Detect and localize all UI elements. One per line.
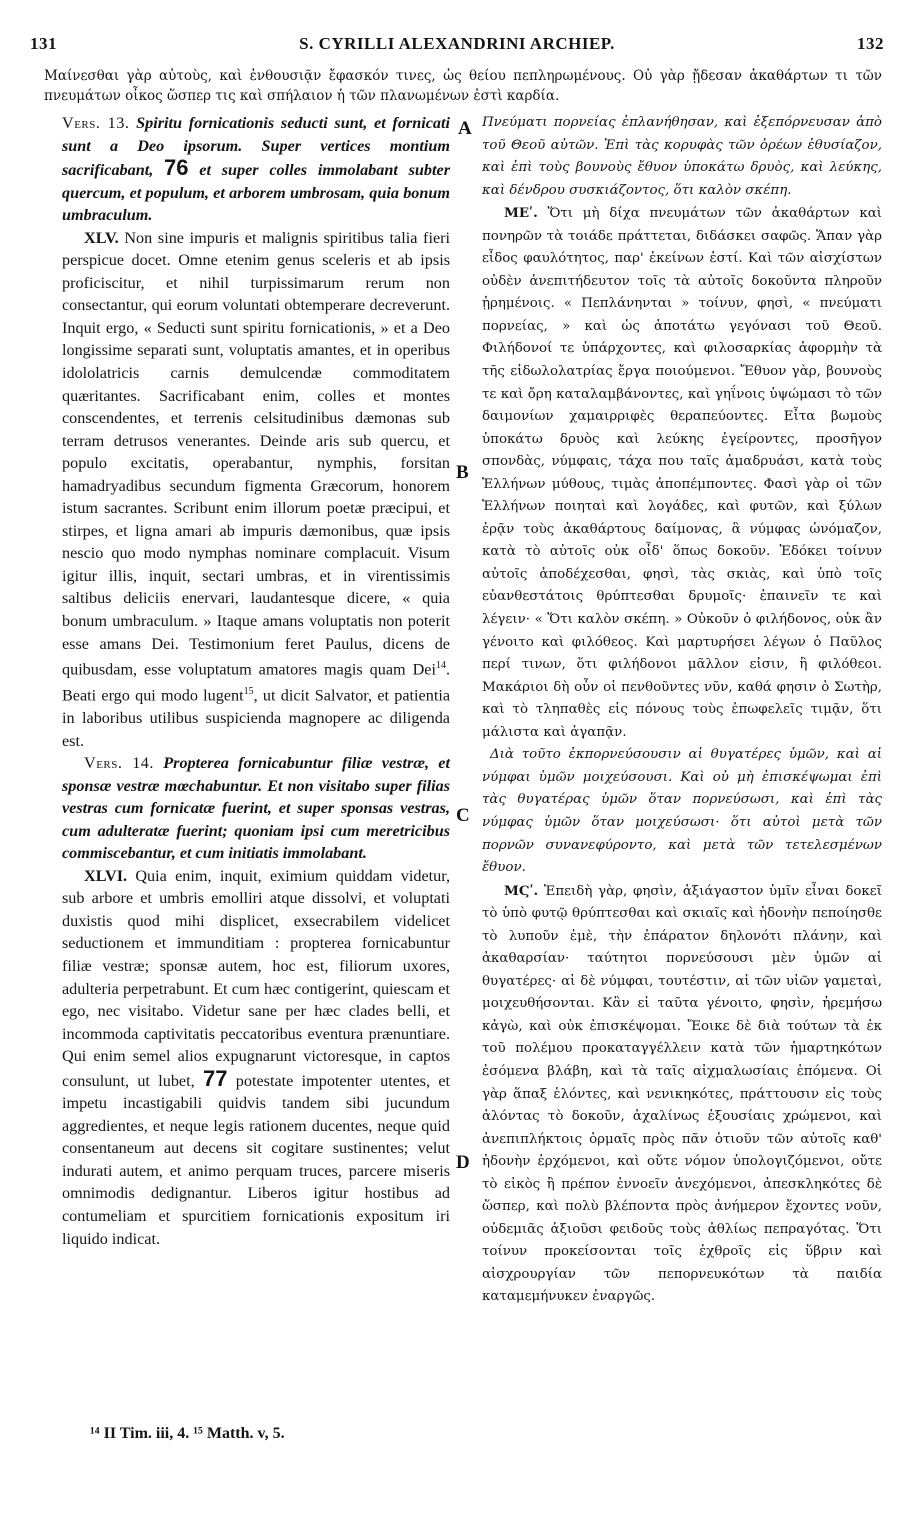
- section-text-continued: potestate impotenter utentes, et impetu incastigabili quidvis tandem sibi jucundum aggredientes, et neque legis rationem ducentes, neque quid consentaneum aut decens sit cogitare sustinentes; velut indurati autem, et animo perquam truces, parcere miseris omnimodis dedignantur. Liberos igitur hostibus ad contumeliam et spurcitiem fornicationis expositum iri liquido indicat.: [62, 1071, 451, 1248]
- section-text: Non sine impuris et malignis spiritibus talia fieri perspicue docet. Omne etenim genus sceleris et ab ipsis proficiscitur, et nihil turpissimarum rerum non consectantur, qui eorum voluntati obtemperare decreverunt. Inquit ergo, « Seducti sunt spiritu fornicationis, » et a Deo longissime separati sunt, voluptatis amantes, et in operibus idololatricis carnis demulcendæ commoditatem quæritantes. Sacrificabant enim, colles et montes conscendentes, et terrenis celsitudinibus dæmonas sub terram detrusos venerantes. Deinde aris sub quercu, et populo excitatis, operabantur, nymphis, forsitan hamadryadibus secundum figmenta Græcorum, honorem istum sacrantes. Scribunt enim illorum poetæ præcipui, et stirpes, et ligna amari ab impuris dæmonibus, quæ ipsis nescio quo modo nymphas nominare complacuit. Visum igitur illis, inquit, sectari umbras, et in virentissimis saltibus deliciis enervari, laudantesque dicere, « quia bonum umbraculum. » Itaque amans voluptatis non poterit esse amans Dei. Testimonium feret Paulus, dicens de quibusdam, esse voluptatum amatores magis quam Dei: [62, 228, 451, 679]
- verse-14-greek: Διὰ τοῦτο ἐκπορνεύσουσιν αἱ θυγατέρες ὑμῶν, καὶ αἱ νύμφαι ὑμῶν μοιχεύσουσι. Καὶ οὐ μὴ ἐπισκέψωμαι ἐπὶ τὰς θυγατέρας ὑμῶν ὅταν πορνεύσωσι, καὶ ἐπὶ τὰς νύμφας ὑμῶν ὅταν μοιχεύσωσι· ὅτι αὐτοὶ μετὰ τῶν πορνῶν συνανεφύροντο, καὶ μετὰ τῶν τετελεσμένων ἔθυον.: [482, 747, 882, 876]
- greek-column: [482, 112, 882, 1309]
- migne-column-marker: 76: [164, 155, 189, 181]
- verse-13-latin: [62, 112, 450, 227]
- verse-14-latin: [62, 752, 450, 865]
- verse-text-continued: et super colles immolabant subter quercum, et populum, et arborem umbrosam, quia bonum umbraculum.: [62, 161, 450, 225]
- section-text-continued: Beati ergo qui modo lugent: [62, 686, 244, 705]
- footnotes: ¹⁴ II Tim. iii, 4. ¹⁵ Matth. v, 5.: [90, 1425, 285, 1442]
- section-me: [482, 202, 882, 744]
- section-label: ΜϚʹ.: [504, 882, 539, 899]
- page-number-right: 132: [857, 34, 884, 53]
- section-ms: [482, 880, 882, 1309]
- section-xlvi: [62, 865, 450, 1250]
- verse-label: Vers. 14.: [84, 754, 154, 773]
- top-greek-continuation: Μαίνεσθαι γὰρ αὐτοὺς, καὶ ἐνθουσιᾷν ἔφασκόν τινες, ὡς θείου πεπληρωμένους. Οὐ γὰρ ᾔδεσαν ἀκαθάρτων τι τῶν πνευμάτων οἶκος ὥσπερ τις καὶ σπήλαιον ἡ τῶν πλανωμένων ἐστὶ καρδία.: [44, 68, 882, 104]
- section-text: Ἐπειδὴ γὰρ, φησὶν, ἀξιάγαστον ὑμῖν εἶναι δοκεῖ τὸ ὑπὸ φυτῷ θρύπτεσθαι καὶ σκιαῖς καὶ ἡδονὴν πεποίησθε τὸ λυποῦν ἐμὲ, τὴν ἐπάρατον δηλονότι πλάνην, καὶ ἀκαθαρσίαν· ταύτητοι πορνεύσουσι μὲν ὑμῶν αἱ θυγατέρες· αἱ δὲ νύμφαι, τουτέστιν, αἱ τῶν υἱῶν γαμεταὶ, μοιχευθήσονται. Κἂν εἰ ταῦτα γένοιτο, φησὶν, ἠρεμήσω κἀγὼ, καὶ οὐκ ἐπισκέψομαι. Ἔοικε δὲ διὰ τούτων τὰ ἐκ τοῦ πολέμου προκαταγγέλλειν κατὰ τῶν ἡμαρτηκότων ἐσόμενα βλάβη, καὶ τὰ ταῖς αἰχμαλωσίαις ἑπόμενα. Οἱ γὰρ ἅπαξ ἑλόντες, καὶ νενικηκότες, πράττουσιν εἰς τοὺς ἁλόντας τὸ δοκοῦν, ἀχαλίνως ἐξουσίαις χρώμενοι, καὶ ἀνεπιπλήκτοις ὁρμαῖς πρὸς πᾶν ὁτιοῦν τῶν αὐτοῖς καθ' ἡδονὴν ἐρχόμενοι, καὶ οὔτε νόμον ὑπολογιζόμενοι, οὔτε τὸ εἰκὸς ἢ πρέπον ἐννοεῖν ἀνεχόμενοι, ἀπεσκληκότες δὲ ὥσπερ, καὶ πολὺ βλέποντα πρὸς ἀνήμερον ἔχοντες νοῦν, οὐδεμιᾶς ἀξιοῦσι φειδοῦς τοὺς ἀθλίως πεπραγότας. Ὅτι τοίνυν προκείσονται τοῖς ἐχθροῖς εἰς ὕβριν καὶ αἰσχρουργίαν τῶν πεπορνευκότων τὰ παιδία καταμεμήνυκεν ἐναργῶς.: [482, 883, 882, 1305]
- section-text-end: , ut dicit Salvator, et patientia in laboribus utilibus suspicienda magnopere ac diligenda est.: [62, 686, 450, 750]
- section-text: Quia enim, inquit, eximium quiddam videtur, sub arbore et umbris emolliri atque dissolvi, et voluptati duxistis quod mihi displicet, exsecrabilem videlicet seductionem et immunditiam : propterea fornicabuntur filiæ vestræ; sponsæ autem, hoc est, filiorum uxores, adulteria perpetrabunt. Et cum hæc contigerint, quiescam et ego, nec visitabo. Videtur sane per hæc clades belli, et incommoda captivitatis peccatoribus eventura prænuntiare. Qui enim semel alios expugnarunt victoresque, in captos consulunt, ut lubet,: [62, 866, 451, 1090]
- gutter-letter-c: C: [456, 805, 470, 826]
- gutter-letter-d: D: [456, 1152, 470, 1173]
- footnote-ref: 14: [435, 660, 446, 672]
- section-xlv: XLV. Non sine impuris et malignis spiritibus talia fieri perspicue docet. Omne etenim genus sceleris et ab ipsis proficiscitur, et nihil turpissimarum rerum non consectantur, qui eorum voluntati obtemperare decreverunt. Inquit ergo, « Seducti sunt spiritu fornicationis, » et a Deo longissime separati sunt, voluptatis amantes, et in operibus idololatricis carnis demulcendæ commoditatem quæritantes. Sacrificabant enim, colles et montes conscendentes, et terrenis celsitudinibus dæmonas sub terram detrusos venerantes. Deinde aris sub quercu, et populo excitatis, operabantur, nymphis, forsitan hamadryadibus secundum figmenta Græcorum, honorem istum sacrantes. Scribunt enim illorum poetæ præcipui, et stirpes, et ligna amari ab impuris dæmonibus, quæ ipsis nescio quo modo nymphas nominare complacuit. Visum igitur illis, inquit, sectari umbras, et in virentissimis saltibus deliciis enervari, laudantesque dicere, « quia bonum umbraculum. » Itaque amans voluptatis non poterit esse amans Dei. Testimonium feret Paulus, dicens de quibusdam, esse voluptatum amatores magis quam Dei$^{14}$. Beati ergo qui modo lugent$^{15}$, ut dicit Salvator, et patientia in laboribus utilibus suspicienda magnopere ac diligenda est.: [62, 228, 451, 750]
- page-number-left: 131: [30, 34, 57, 53]
- verse-text: Propterea fornicabuntur filiæ vestræ, et sponsæ vestræ mœchabuntur. Et non visitabo super filias vestras cum fornicatæ fuerint, et super sponsas vestras, cum adulteratæ fuerint; quoniam ipsi cum meretricibus commiscebantur, et cum initiatis immolabant.: [62, 754, 450, 863]
- latin-column: [62, 112, 450, 1250]
- running-header: [30, 34, 884, 58]
- footnote-ref: 15: [243, 686, 254, 698]
- gutter-letter-b: B: [456, 462, 469, 483]
- section-text: Ὅτι μὴ δίχα πνευμάτων τῶν ἀκαθάρτων καὶ πονηρῶν τὰ τοιάδε πράττεται, διδάσκει σαφῶς. Ἅπαν γὰρ εἶδος φαυλότητος, παρ' ἐκείνων ἐστί. Καὶ τῶν αἰσχίστων οὐδὲν ἀνεπιτήδευτον τοῖς τὰ αὐτοῖς δοκοῦντα πληροῦν ᾑρημένοις. « Πεπλάνηνται » τοίνυν, φησὶ, « πνεύματι πορνείας, » καὶ ὡς ἀποτάτω γεγόνασι τοῦ Θεοῦ. Φιλήδονοί τε ὑπάρχοντες, καὶ φιλοσαρκίας ἀφορμὴν τὰ τῆς εἰδωλολατρίας ἔργα ποιούμενοι. Ἔθυον γὰρ, βουνοὺς τε καὶ ὄρη καταλαμβάνοντες, καὶ γηΐνοις ὑψώμασι τὸ τῶν δαιμονίων χαμαιρριφὲς θεραπεύοντες. Εἶτα βωμοὺς ὑποκάτω δρυὸς καὶ λεύκης ἐγείροντες, προσῆγον σπονδὰς, νύμφαις, τάχα που ταῖς ἁμαδρυάσι, κατὰ τοὺς Ἑλλήνων μύθους, τιμὰς ἀποπέμποντες. Φασὶ γὰρ οἱ τῶν Ἑλλήνων ποιηταὶ καὶ λογάδες, καὶ φυτῶν, καὶ ξύλων ἐρᾷν τοὺς ἀκαθάρτους δαίμονας, ἃ νύμφας ὠνόμαζον, κατὰ τὸ αὐτοῖς οὐκ οἶδ' ὅπως δοκοῦν. Ἐδόκει τοίνυν αὐτοῖς ἀποδέχεσθαι, φησὶ, τὰς σκιὰς, καὶ ὑπὸ τοῖς εὐανθεστάτοις θρύπτεσθαι δρυμοῖς· ἐπαινεῖν τε καὶ λέγειν· « Ὅτι καλὸν σκέπη. » Οὐκοῦν ὁ φιλήδονος, οὐκ ἂν γένοιτο καὶ φιλόθεος. Καὶ μαρτυρήσει λέγων ὁ Παῦλος περί τινων, ὅτι φιλήδονοι μᾶλλον εἰσιν, ἢ φιλόθεοι. Μακάριοι δὴ οὖν οἱ πενθοῦντες νῦν, καθά φησιν ὁ Σωτὴρ, καὶ τὸ τληπαθὲς εἰς πόνους τοὺς ἐπωφελεῖς τιμᾷν, ὅτι μάλιστα καὶ ἀγαπᾷν.: [482, 206, 882, 740]
- gutter-letter-a: A: [458, 118, 472, 139]
- verse-label: Vers. 13.: [62, 114, 130, 132]
- verse-13-greek: Πνεύματι πορνείας ἐπλανήθησαν, καὶ ἐξεπόρνευσαν ἀπὸ τοῦ Θεοῦ αὐτῶν. Ἐπὶ τὰς κορυφὰς τῶν ὀρέων ἐθυσίαζον, καὶ ἐπὶ τοὺς βουνοὺς ἔθυον ὑποκάτω δρυὸς, καὶ λεύκης, καὶ δένδρου συσκιάζοντος, ὅτι καλὸν σκέπη.: [482, 115, 882, 198]
- verse-text: Spiritu fornicationis seducti sunt, et fornicati sunt a Deo ipsorum. Super vertices montium sacrificabant,: [62, 114, 450, 180]
- migne-column-marker: 77: [202, 1065, 228, 1091]
- section-label: XLVI.: [84, 866, 128, 885]
- section-label: XLV.: [84, 228, 119, 247]
- running-title: S. CYRILLI ALEXANDRINI ARCHIEP.: [299, 34, 615, 53]
- section-label: ΜΕʹ.: [504, 205, 538, 222]
